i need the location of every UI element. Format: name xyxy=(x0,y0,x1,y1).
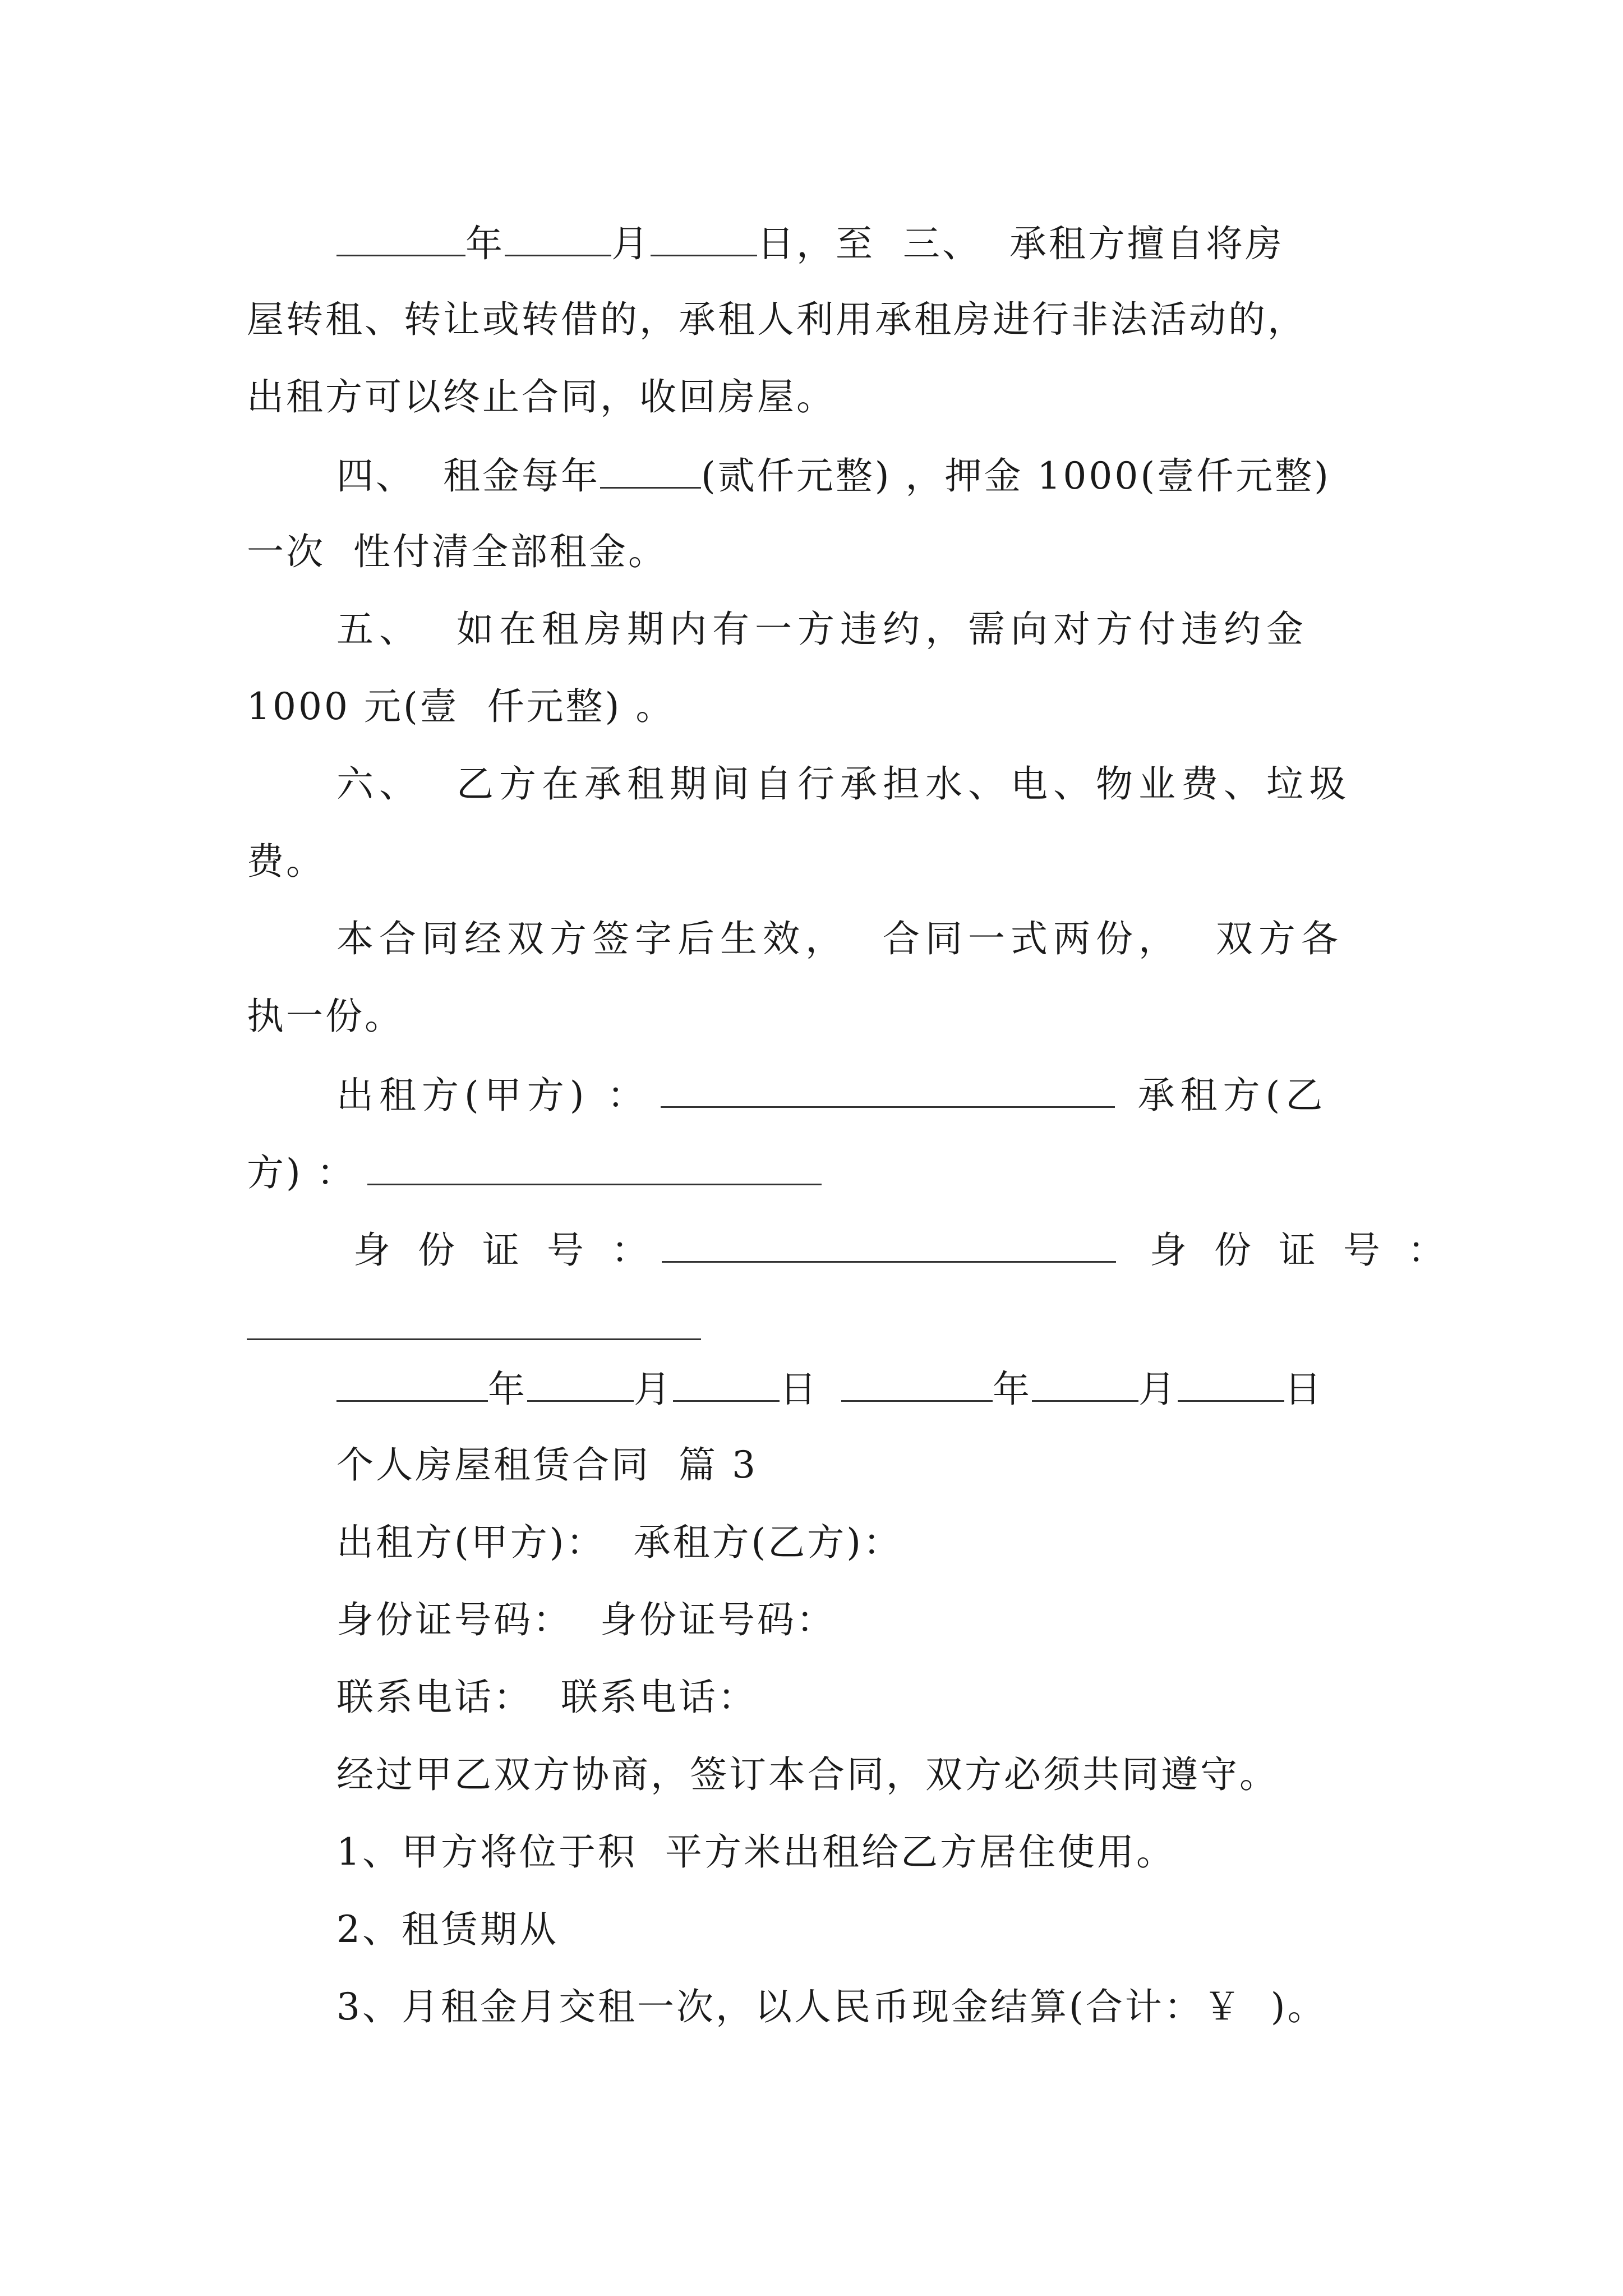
clause-4-prefix: 四、 租金每年 xyxy=(336,454,600,498)
section-title: 个人房屋租赁合同 篇 3 xyxy=(336,1443,758,1487)
effect-line-2: 执一份。 xyxy=(247,995,404,1038)
blank-rent xyxy=(600,452,701,489)
clause-6-line-2: 费。 xyxy=(247,840,325,883)
clause-4-line-2: 一次 性付清全部租金。 xyxy=(247,530,667,573)
clause-4-suffix: (贰仟元整) ，押金 1000(壹仟元整) xyxy=(700,454,1331,498)
id-number-line xyxy=(353,1226,1453,1273)
blank-lessee-year xyxy=(841,1365,993,1402)
lessor-signature-line xyxy=(336,1071,1328,1118)
blank-lessee-signature xyxy=(367,1149,822,1185)
lessee-id-blank-line xyxy=(247,1304,701,1350)
blank-lessor-month xyxy=(527,1365,634,1402)
id-numbers-line: 身份证号码： 身份证号码： xyxy=(336,1598,836,1641)
lessee-day-label: 日 xyxy=(1284,1368,1324,1411)
lessee-id-label: 身 份 证 号 ： xyxy=(1149,1228,1453,1272)
clause-6-line-1: 六、 乙方在承租期间自行承担水、电、物业费、垃圾 xyxy=(336,762,1352,806)
clause-5-line-1: 五、 如在租房期内有一方违约，需向对方付违约金 xyxy=(336,608,1309,651)
blank-lessor-year xyxy=(336,1365,488,1402)
signing-date-line xyxy=(336,1365,1324,1412)
lessor-id-label: 身 份 证 号 ： xyxy=(353,1228,656,1272)
blank-lessor-day xyxy=(673,1365,780,1402)
month-label: 月 xyxy=(611,222,651,265)
phone-line: 联系电话： 联系电话： xyxy=(336,1676,757,1719)
item-2-line: 2、租赁期从 xyxy=(336,1908,559,1951)
date-range-line xyxy=(336,220,1284,266)
clause-3-line-2: 屋转租、转让或转借的，承租人利用承租房进行非法活动的， xyxy=(247,298,1307,341)
agreement-line: 经过甲乙双方协商，签订本合同，双方必须共同遵守。 xyxy=(336,1753,1279,1796)
blank-lessee-id xyxy=(247,1304,701,1340)
lessor-label: 出租方(甲方) ： xyxy=(336,1074,650,1117)
blank-month xyxy=(505,220,611,256)
blank-lessee-day xyxy=(1178,1365,1284,1402)
effect-line-1: 本合同经双方签字后生效， 合同一式两份， 双方各 xyxy=(336,917,1344,960)
lessee-month-label: 月 xyxy=(1138,1368,1178,1411)
lessee-label-end: 方) ： xyxy=(247,1151,356,1194)
parties-line: 出租方(甲方)： 承租方(乙方)： xyxy=(336,1521,902,1564)
clause-3-line-3: 出租方可以终止合同，收回房屋。 xyxy=(247,375,836,418)
lessee-signature-line xyxy=(247,1149,822,1195)
lessor-month-label: 月 xyxy=(634,1368,673,1411)
blank-lessee-month xyxy=(1032,1365,1138,1402)
item-3-line: 3、月租金月交租一次，以人民币现金结算(合计：￥ )。 xyxy=(336,1985,1327,2028)
blank-lessor-signature xyxy=(661,1071,1115,1108)
clause-5-line-2: 1000 元(壹 仟元整) 。 xyxy=(247,685,675,728)
lessor-day-label: 日 xyxy=(780,1368,819,1411)
blank-day xyxy=(651,220,757,256)
lessee-year-label: 年 xyxy=(993,1368,1032,1411)
year-label: 年 xyxy=(465,222,505,265)
item-1-line: 1、甲方将位于积 平方米出租给乙方居住使用。 xyxy=(336,1830,1175,1874)
clause-3-start: 日，至 三、 承租方擅自将房 xyxy=(757,222,1284,265)
blank-year xyxy=(336,220,465,256)
blank-lessor-id xyxy=(662,1226,1116,1263)
clause-4-line-1 xyxy=(336,452,1331,499)
lessor-year-label: 年 xyxy=(488,1368,527,1411)
lessee-label-start: 承租方(乙 xyxy=(1137,1074,1329,1117)
